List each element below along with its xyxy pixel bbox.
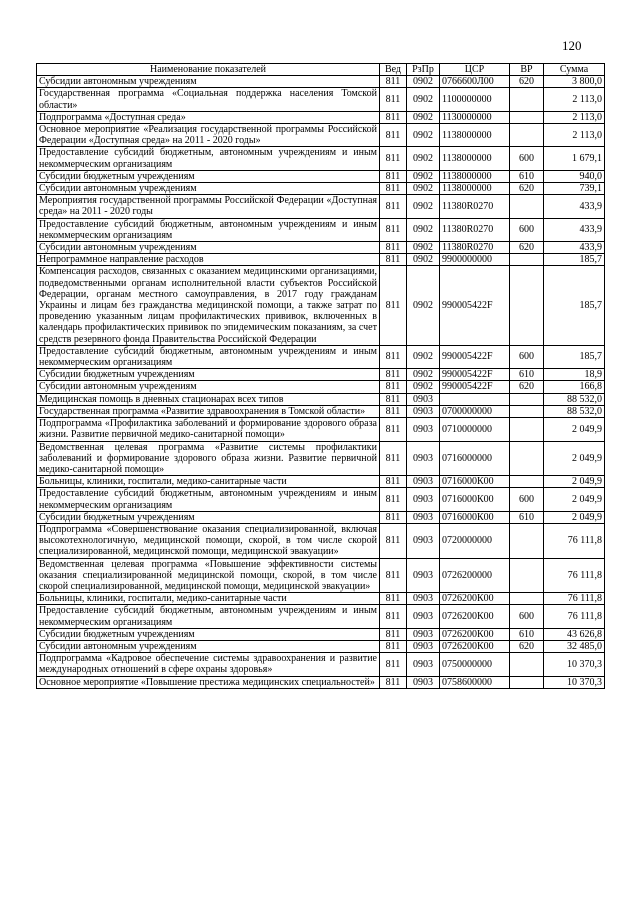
cell-ved: 811 [380, 628, 407, 640]
cell-sum: 433,9 [544, 218, 605, 241]
cell-name: Компенсация расходов, связанных с оказанием медицинскими организациями, подведомственными органам исполнительной власти субъектов Российской Федерации, органам местного самоуправления, в 2017 году гражданам Украины и лицам без гражданства медицинской помощи, а также затрат по проведению указанным лицам профилактических прививок, включенных в календарь профилактических прививок по эпидемическим показаниям, за счет средств резервного фонда Правительства Российской Федерации [37, 266, 380, 345]
table-row [37, 628, 605, 640]
cell-vr [510, 393, 544, 405]
cell-name: Субсидии автономным учреждениям [37, 183, 380, 195]
cell-rzpr: 0902 [407, 218, 440, 241]
cell-rzpr: 0903 [407, 628, 440, 640]
cell-ved: 811 [380, 640, 407, 652]
table-row [37, 381, 605, 393]
cell-sum: 2 113,0 [544, 88, 605, 111]
header-rzpr: РзПр [407, 64, 440, 76]
cell-sum: 76 111,8 [544, 605, 605, 628]
cell-sum: 76 111,8 [544, 523, 605, 558]
cell-sum: 88 532,0 [544, 405, 605, 417]
cell-vr [510, 405, 544, 417]
header-ved: Вед [380, 64, 407, 76]
cell-vr [510, 195, 544, 218]
cell-csr: 11380R0270 [440, 195, 510, 218]
cell-ved: 811 [380, 76, 407, 88]
cell-sum: 185,7 [544, 266, 605, 345]
cell-vr: 600 [510, 345, 544, 368]
cell-csr: 1130000000 [440, 111, 510, 123]
cell-sum: 76 111,8 [544, 593, 605, 605]
cell-vr [510, 558, 544, 593]
cell-name: Предоставление субсидий бюджетным, автономным учреждениям и иным некоммерческим организациям [37, 488, 380, 511]
cell-ved: 811 [380, 605, 407, 628]
cell-name: Мероприятия государственной программы Российской Федерации «Доступная среда» на 2011 - 2020 годы [37, 195, 380, 218]
cell-name: Субсидии автономным учреждениям [37, 381, 380, 393]
table-row [37, 218, 605, 241]
cell-ved: 811 [380, 488, 407, 511]
cell-rzpr: 0903 [407, 511, 440, 523]
cell-csr: 11380R0270 [440, 218, 510, 241]
cell-ved: 811 [380, 476, 407, 488]
table-row [37, 266, 605, 345]
cell-name: Государственная программа «Развитие здравоохранения в Томской области» [37, 405, 380, 417]
cell-csr [440, 393, 510, 405]
header-vr: ВР [510, 64, 544, 76]
cell-vr: 610 [510, 369, 544, 381]
table-row [37, 254, 605, 266]
cell-csr: 0726200К00 [440, 593, 510, 605]
cell-rzpr: 0902 [407, 381, 440, 393]
cell-vr [510, 124, 544, 147]
cell-rzpr: 0902 [407, 345, 440, 368]
cell-ved: 811 [380, 345, 407, 368]
cell-sum: 185,7 [544, 254, 605, 266]
cell-vr [510, 653, 544, 676]
cell-csr: 0716000К00 [440, 488, 510, 511]
table-row [37, 418, 605, 441]
cell-sum: 2 049,9 [544, 418, 605, 441]
cell-csr: 0716000К00 [440, 476, 510, 488]
table-row [37, 345, 605, 368]
cell-sum: 2 113,0 [544, 111, 605, 123]
cell-name: Предоставление субсидий бюджетным, автономным учреждениям и иным некоммерческим организациям [37, 605, 380, 628]
table-row [37, 195, 605, 218]
cell-vr: 620 [510, 76, 544, 88]
cell-sum: 76 111,8 [544, 558, 605, 593]
cell-name: Предоставление субсидий бюджетным, автономным учреждениям и иным некоммерческим организациям [37, 218, 380, 241]
table-row [37, 653, 605, 676]
header-name: Наименование показателей [37, 64, 380, 76]
table-row [37, 476, 605, 488]
cell-name: Субсидии автономным учреждениям [37, 76, 380, 88]
cell-ved: 811 [380, 147, 407, 170]
cell-sum: 32 485,0 [544, 640, 605, 652]
cell-csr: 0720000000 [440, 523, 510, 558]
cell-ved: 811 [380, 88, 407, 111]
cell-rzpr: 0902 [407, 76, 440, 88]
cell-vr [510, 254, 544, 266]
cell-csr: 0750000000 [440, 653, 510, 676]
cell-vr: 610 [510, 628, 544, 640]
cell-csr: 0726200К00 [440, 628, 510, 640]
cell-sum: 185,7 [544, 345, 605, 368]
cell-vr: 620 [510, 381, 544, 393]
cell-rzpr: 0903 [407, 640, 440, 652]
cell-ved: 811 [380, 111, 407, 123]
cell-name: Субсидии автономным учреждениям [37, 640, 380, 652]
header-sum: Сумма [544, 64, 605, 76]
cell-rzpr: 0903 [407, 488, 440, 511]
cell-sum: 2 049,9 [544, 441, 605, 476]
cell-name: Ведомственная целевая программа «Повышение эффективности системы оказания специализированной медицинской помощи, скорой, в том числе скорой специализированной, медицинской помощи, медицинской эвакуации» [37, 558, 380, 593]
header-row [37, 64, 605, 76]
table-row [37, 511, 605, 523]
cell-csr: 1138000000 [440, 147, 510, 170]
cell-vr [510, 418, 544, 441]
cell-ved: 811 [380, 183, 407, 195]
cell-csr: 0726200К00 [440, 640, 510, 652]
table-row [37, 147, 605, 170]
cell-rzpr: 0902 [407, 369, 440, 381]
cell-rzpr: 0902 [407, 195, 440, 218]
cell-csr: 0766600Л00 [440, 76, 510, 88]
table-row [37, 488, 605, 511]
cell-vr [510, 593, 544, 605]
cell-ved: 811 [380, 218, 407, 241]
cell-csr: 0710000000 [440, 418, 510, 441]
cell-csr: 0700000000 [440, 405, 510, 417]
budget-table [36, 63, 605, 689]
cell-name: Больницы, клиники, госпитали, медико-санитарные части [37, 476, 380, 488]
cell-csr: 1138000000 [440, 170, 510, 182]
cell-name: Субсидии автономным учреждениям [37, 242, 380, 254]
cell-rzpr: 0903 [407, 676, 440, 688]
cell-ved: 811 [380, 369, 407, 381]
cell-ved: 811 [380, 242, 407, 254]
cell-vr [510, 523, 544, 558]
cell-csr: 11380R0270 [440, 242, 510, 254]
cell-vr [510, 676, 544, 688]
table-row [37, 111, 605, 123]
cell-ved: 811 [380, 511, 407, 523]
table-row [37, 558, 605, 593]
cell-name: Больницы, клиники, госпитали, медико-санитарные части [37, 593, 380, 605]
cell-rzpr: 0902 [407, 124, 440, 147]
cell-ved: 811 [380, 170, 407, 182]
cell-ved: 811 [380, 676, 407, 688]
cell-ved: 811 [380, 418, 407, 441]
cell-sum: 2 113,0 [544, 124, 605, 147]
cell-rzpr: 0903 [407, 605, 440, 628]
cell-ved: 811 [380, 653, 407, 676]
cell-vr [510, 441, 544, 476]
cell-sum: 3 800,0 [544, 76, 605, 88]
page-number: 120 [562, 38, 582, 53]
cell-csr: 990005422F [440, 369, 510, 381]
cell-ved: 811 [380, 393, 407, 405]
cell-name: Предоставление субсидий бюджетным, автономным учреждениям и иным некоммерческим организациям [37, 147, 380, 170]
cell-ved: 811 [380, 266, 407, 345]
table-row [37, 183, 605, 195]
cell-vr: 620 [510, 640, 544, 652]
cell-rzpr: 0903 [407, 523, 440, 558]
cell-sum: 18,9 [544, 369, 605, 381]
cell-ved: 811 [380, 254, 407, 266]
cell-sum: 739,1 [544, 183, 605, 195]
cell-sum: 10 370,3 [544, 676, 605, 688]
cell-rzpr: 0903 [407, 558, 440, 593]
cell-ved: 811 [380, 195, 407, 218]
cell-csr: 1138000000 [440, 183, 510, 195]
table-row [37, 242, 605, 254]
cell-csr: 990005422F [440, 345, 510, 368]
cell-name: Основное мероприятие «Реализация государственной программы Российской Федерации «Доступная среда» на 2011 - 2020 годы» [37, 124, 380, 147]
cell-vr: 620 [510, 183, 544, 195]
cell-name: Субсидии бюджетным учреждениям [37, 628, 380, 640]
cell-rzpr: 0903 [407, 393, 440, 405]
cell-rzpr: 0903 [407, 653, 440, 676]
cell-rzpr: 0903 [407, 441, 440, 476]
cell-sum: 2 049,9 [544, 488, 605, 511]
table-row [37, 593, 605, 605]
cell-ved: 811 [380, 593, 407, 605]
cell-csr: 0716000К00 [440, 511, 510, 523]
cell-ved: 811 [380, 558, 407, 593]
cell-name: Основное мероприятие «Повышение престижа медицинских специальностей» [37, 676, 380, 688]
cell-vr [510, 476, 544, 488]
cell-csr: 9900000000 [440, 254, 510, 266]
cell-ved: 811 [380, 441, 407, 476]
cell-csr: 0726200К00 [440, 605, 510, 628]
cell-name: Субсидии бюджетным учреждениям [37, 511, 380, 523]
cell-vr: 600 [510, 605, 544, 628]
cell-rzpr: 0902 [407, 242, 440, 254]
cell-sum: 2 049,9 [544, 476, 605, 488]
cell-rzpr: 0903 [407, 418, 440, 441]
cell-name: Ведомственная целевая программа «Развитие системы профилактики заболеваний и формирование здорового образа жизни. Развитие первичной медико-санитарной помощи» [37, 441, 380, 476]
table-row [37, 605, 605, 628]
table-row [37, 676, 605, 688]
cell-ved: 811 [380, 523, 407, 558]
cell-sum: 88 532,0 [544, 393, 605, 405]
cell-name: Субсидии бюджетным учреждениям [37, 170, 380, 182]
cell-ved: 811 [380, 381, 407, 393]
cell-sum: 2 049,9 [544, 511, 605, 523]
cell-rzpr: 0902 [407, 183, 440, 195]
cell-name: Субсидии бюджетным учреждениям [37, 369, 380, 381]
table-row [37, 441, 605, 476]
cell-vr [510, 266, 544, 345]
table-row [37, 124, 605, 147]
cell-name: Предоставление субсидий бюджетным, автономным учреждениям и иным некоммерческим организациям [37, 345, 380, 368]
cell-rzpr: 0902 [407, 147, 440, 170]
cell-csr: 1138000000 [440, 124, 510, 147]
table-row [37, 523, 605, 558]
cell-name: Подпрограмма «Кадровое обеспечение системы здравоохранения и развитие международных отношений в сфере охраны здоровья» [37, 653, 380, 676]
cell-ved: 811 [380, 405, 407, 417]
cell-rzpr: 0903 [407, 476, 440, 488]
cell-rzpr: 0903 [407, 405, 440, 417]
cell-sum: 10 370,3 [544, 653, 605, 676]
cell-rzpr: 0902 [407, 266, 440, 345]
cell-rzpr: 0902 [407, 88, 440, 111]
cell-csr: 0726200000 [440, 558, 510, 593]
table-row [37, 640, 605, 652]
cell-csr: 990005422F [440, 381, 510, 393]
cell-name: Подпрограмма «Доступная среда» [37, 111, 380, 123]
cell-name: Государственная программа «Социальная поддержка населения Томской области» [37, 88, 380, 111]
cell-rzpr: 0903 [407, 593, 440, 605]
cell-sum: 166,8 [544, 381, 605, 393]
cell-name: Подпрограмма «Профилактика заболеваний и формирование здорового образа жизни. Развитие первичной медико-санитарной помощи» [37, 418, 380, 441]
table-row [37, 405, 605, 417]
table-row [37, 369, 605, 381]
cell-vr: 600 [510, 488, 544, 511]
cell-vr: 610 [510, 170, 544, 182]
table-row [37, 88, 605, 111]
cell-name: Медицинская помощь в дневных стационарах всех типов [37, 393, 380, 405]
cell-csr: 0758600000 [440, 676, 510, 688]
cell-csr: 0716000000 [440, 441, 510, 476]
cell-sum: 1 679,1 [544, 147, 605, 170]
cell-rzpr: 0902 [407, 254, 440, 266]
header-csr: ЦСР [440, 64, 510, 76]
cell-vr: 610 [510, 511, 544, 523]
cell-vr: 600 [510, 218, 544, 241]
cell-rzpr: 0902 [407, 170, 440, 182]
cell-csr: 1100000000 [440, 88, 510, 111]
cell-ved: 811 [380, 124, 407, 147]
cell-rzpr: 0902 [407, 111, 440, 123]
cell-vr [510, 111, 544, 123]
cell-sum: 433,9 [544, 195, 605, 218]
table-row [37, 76, 605, 88]
cell-name: Непрограммное направление расходов [37, 254, 380, 266]
table-row [37, 170, 605, 182]
cell-vr [510, 88, 544, 111]
cell-sum: 433,9 [544, 242, 605, 254]
table-row [37, 393, 605, 405]
cell-vr: 600 [510, 147, 544, 170]
cell-sum: 43 626,8 [544, 628, 605, 640]
cell-vr: 620 [510, 242, 544, 254]
cell-sum: 940,0 [544, 170, 605, 182]
cell-name: Подпрограмма «Совершенствование оказания специализированной, включая высокотехнологичную, медицинской помощи, скорой, в том числе скорой специализированной, медицинской помощи, медицинской эвакуации» [37, 523, 380, 558]
cell-csr: 990005422F [440, 266, 510, 345]
